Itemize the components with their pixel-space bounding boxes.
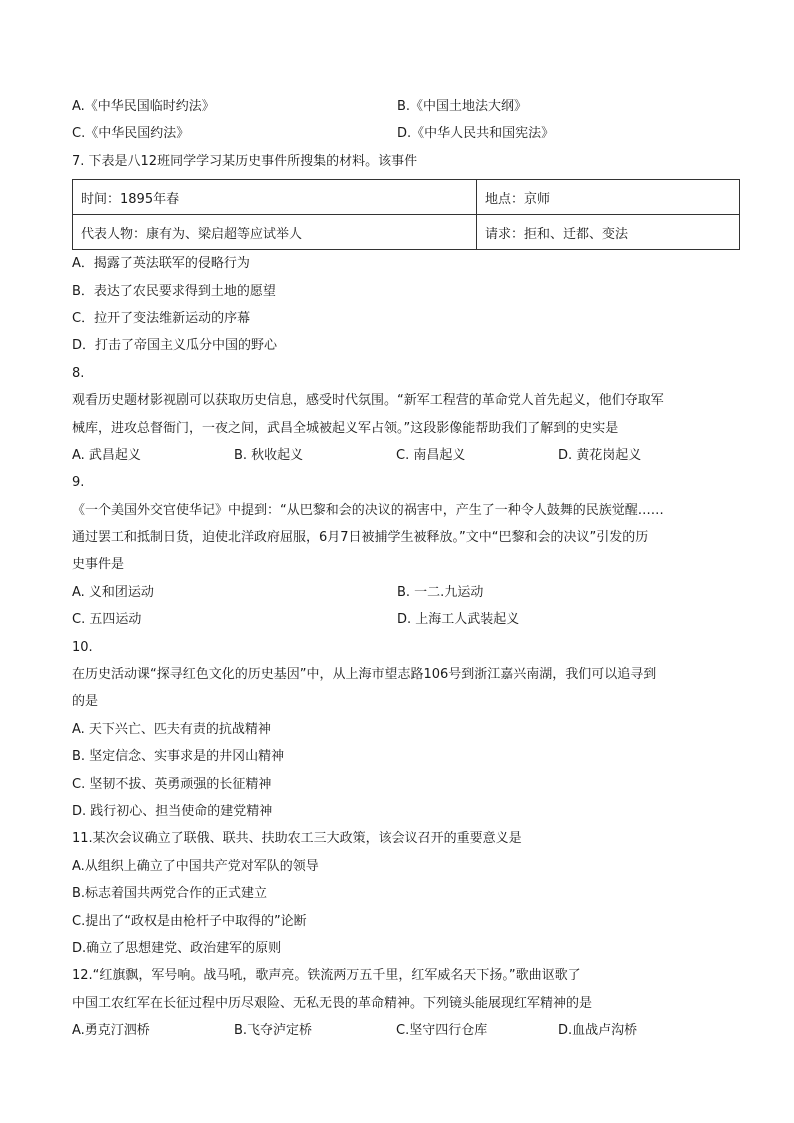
q6-option-c: C.《中华民国约法》 [72, 126, 190, 142]
q11-option-a: A.从组织上确立了中国共产党对军队的领导 [72, 858, 319, 874]
q9-options-row2 [72, 606, 740, 633]
q6-option-a: A.《中华民国临时约法》 [72, 99, 215, 114]
q7-stem: 7. 下表是八12班同学学习某历史事件所搜集的材料。该事件 [72, 153, 418, 169]
q6-options-row1 [72, 93, 740, 120]
q9-stem-line2: 通过罢工和抵制日货，迫使北洋政府屈服，6月7日被捕学生被释放。”文中“巴黎和会的决议”引发的历 [72, 530, 649, 546]
q10-option-c: C. 坚韧不拔、英勇顽强的长征精神 [72, 776, 272, 792]
q7-option-d: D．打击了帝国主义瓜分中国的野心 [72, 338, 278, 354]
q9-option-c: C. 五四运动 [72, 612, 142, 628]
q11-option-c: C.提出了“政权是由枪杆子中取得的”论断 [72, 913, 307, 929]
q8-option-b: B. 秋收起义 [234, 447, 304, 463]
q9-stem-line1: 《一个美国外交官使华记》中提到：“从巴黎和会的决议的祸害中，产生了一种令人鼓舞的民族觉醒…… [72, 502, 664, 518]
q8-stem-line1: 观看历史题材影视剧可以获取历史信息，感受时代氛围。“新军工程营的革命党人首先起义，他们夺取军 [72, 393, 664, 409]
q12-option-b: B.飞夺泸定桥 [234, 1023, 313, 1039]
q9-option-a: A. 义和团运动 [72, 584, 154, 600]
table-row [73, 215, 740, 250]
q7-option-a: A．揭露了英法联军的侵略行为 [72, 256, 250, 272]
table-row [73, 180, 740, 215]
q7-option-b: B．表达了农民要求得到土地的愿望 [72, 283, 276, 299]
exam-page [72, 93, 740, 1045]
q10-stem-line2: 的是 [72, 694, 99, 710]
q10-option-d: D. 践行初心、担当使命的建党精神 [72, 803, 273, 819]
q7-material-table [72, 179, 740, 250]
q8-option-a: A. 武昌起义 [72, 447, 141, 463]
q9-options-row1 [72, 579, 740, 606]
q8-option-c: C. 南昌起义 [396, 447, 466, 463]
q9-stem-line3: 史事件是 [72, 557, 125, 573]
q12-option-c: C.坚守四行仓库 [396, 1023, 488, 1039]
q12-option-d: D.血战卢沟桥 [558, 1023, 638, 1039]
q10-stem-line1: 在历史活动课“探寻红色文化的历史基因”中，从上海市望志路106号到浙江嘉兴南湖，我们可以追寻到 [72, 667, 657, 683]
q8-stem-line2: 械库，进攻总督衙门，一夜之间，武昌全城被起义军占领。”这段影像能帮助我们了解到的史实是 [72, 420, 619, 436]
q8-options [72, 442, 740, 469]
q7-table-request: 请求：拒和、迁都、变法 [477, 215, 740, 250]
q9-number: 9. [72, 475, 85, 491]
q7-table-time: 时间：1895年春 [73, 180, 477, 215]
q12-option-a: A.勇克汀泗桥 [72, 1023, 150, 1039]
q8-number: 8. [72, 365, 85, 381]
q6-options-row2 [72, 120, 740, 147]
q11-stem: 11.某次会议确立了联俄、联共、扶助农工三大政策，该会议召开的重要意义是 [72, 831, 522, 847]
q9-option-d: D. 上海工人武装起义 [397, 612, 520, 628]
q7-table-place: 地点：京师 [477, 180, 740, 215]
q9-option-b: B. 一二.九运动 [397, 584, 484, 600]
q10-number: 10. [72, 639, 93, 655]
q10-option-b: B. 坚定信念、实事求是的井冈山精神 [72, 749, 285, 765]
q11-option-d: D.确立了思想建党、政治建军的原则 [72, 940, 282, 956]
q10-option-a: A. 天下兴亡、匹夫有责的抗战精神 [72, 721, 271, 737]
q6-option-b: B.《中国土地法大纲》 [397, 99, 528, 114]
q11-option-b: B.标志着国共两党合作的正式建立 [72, 886, 268, 902]
q6-option-d: D.《中华人民共和国宪法》 [397, 126, 555, 142]
q8-option-d: D. 黄花岗起义 [558, 447, 642, 463]
q7-option-c: C．拉开了变法维新运动的序幕 [72, 310, 251, 326]
q12-stem-line2: 中国工农红军在长征过程中历尽艰险、无私无畏的革命精神。下列镜头能展现红军精神的是 [72, 995, 593, 1011]
q12-stem-line1: 12.“红旗飘，军号响。战马吼，歌声亮。铁流两万五千里，红军威名天下扬。”歌曲讴歌了 [72, 968, 581, 984]
q7-table-people: 代表人物：康有为、梁启超等应试举人 [73, 215, 477, 250]
q12-options [72, 1017, 740, 1044]
